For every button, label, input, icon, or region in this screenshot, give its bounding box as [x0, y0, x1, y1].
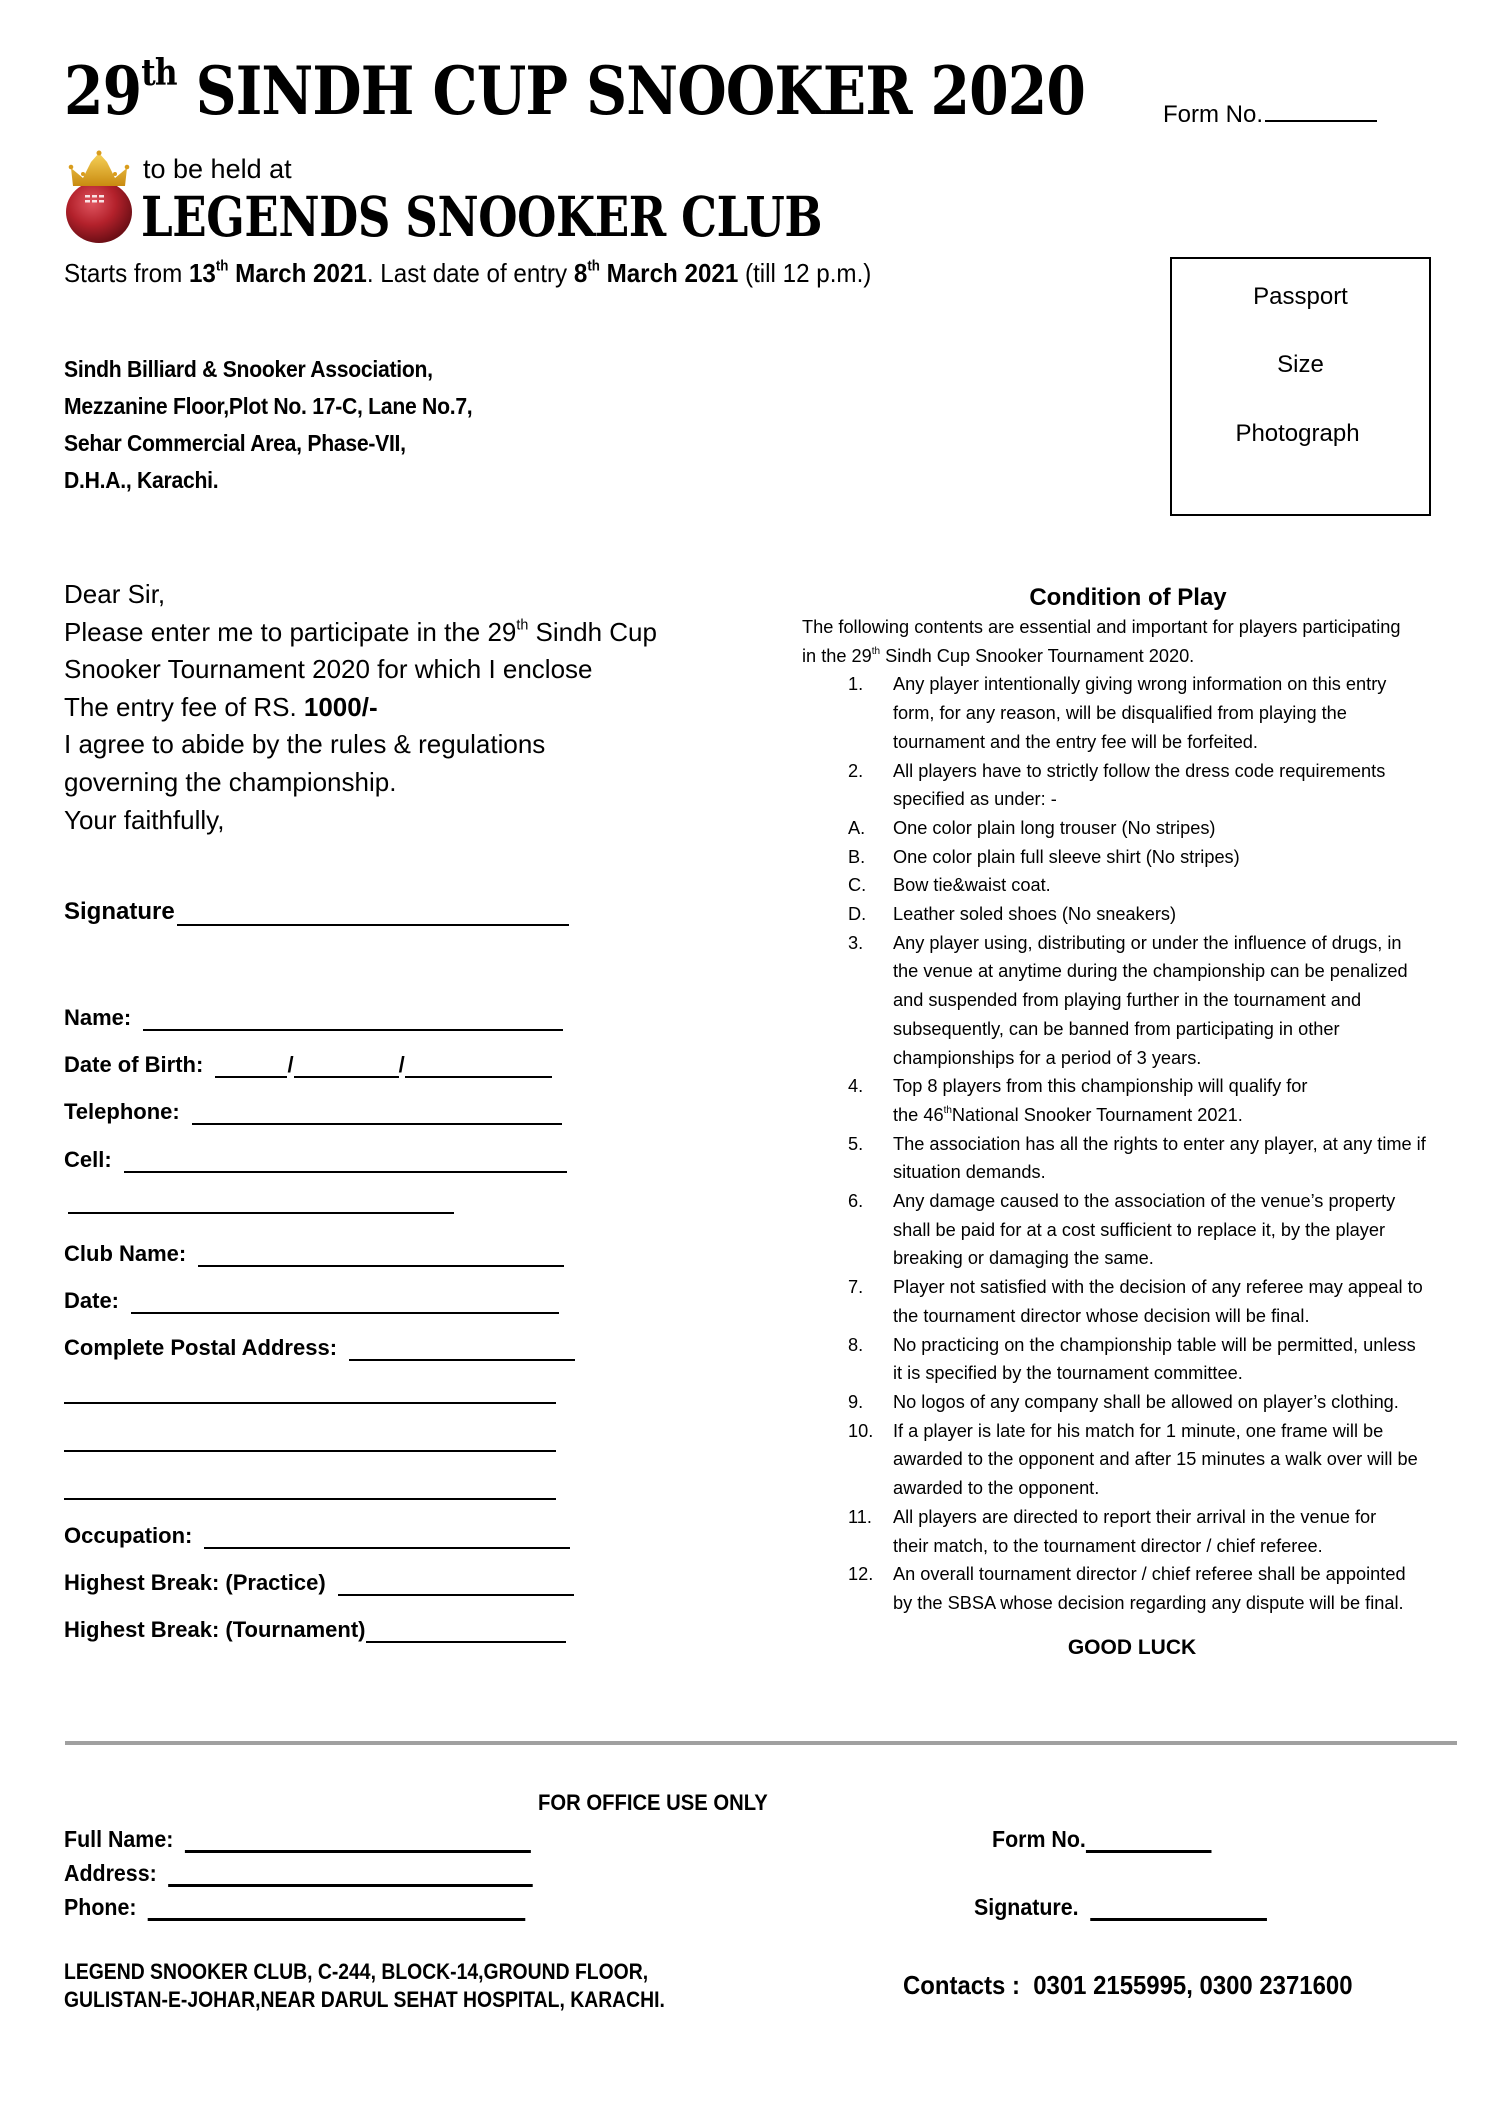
condition-text [893, 670, 1462, 756]
date-input-line[interactable] [131, 1290, 559, 1314]
cell-input-line[interactable] [124, 1149, 567, 1173]
date-label: Date: [64, 1288, 126, 1313]
letter-line: governing the championship. [64, 766, 397, 797]
condition-line: shall be paid for at a cost sufficient to replace it, by the player [893, 1219, 1386, 1240]
condition-line: their match, to the tournament director / chief referee. [893, 1535, 1323, 1556]
condition-line: Player not satisfied with the decision of any referee may appeal to [893, 1277, 1423, 1298]
page-title [64, 52, 1085, 130]
form-number-label: Form No. [1163, 101, 1264, 128]
condition-line: All players have to strictly follow the dress code requirements [893, 760, 1386, 781]
condition-line: Any damage caused to the association of the venue’s property [893, 1191, 1396, 1212]
condition-item [802, 1331, 1462, 1388]
condition-item [802, 1130, 1462, 1187]
held-at-text: to be held at [143, 154, 292, 184]
contact-numbers: Contacts : 0301 2155995, 0300 2371600 [903, 1970, 1353, 2000]
condition-item [802, 1072, 1462, 1129]
occupation-input-line[interactable] [204, 1525, 570, 1549]
office-form-number-label: Form No. [992, 1826, 1086, 1852]
association-address-line: D.H.A., Karachi. [64, 467, 219, 493]
condition-line: Top 8 players from this championship will qualify for [893, 1076, 1308, 1097]
club-address [64, 1958, 665, 2014]
condition-number: D. [848, 904, 867, 925]
photo-label-line1: Passport [1253, 283, 1348, 310]
office-signature-label: Signature. [974, 1894, 1085, 1920]
condition-item [802, 814, 1462, 843]
dob-label: Date of Birth: [64, 1052, 210, 1077]
intro-text: 29 [851, 645, 872, 666]
club-name-input-line[interactable] [198, 1243, 564, 1267]
application-letter [64, 576, 657, 839]
condition-line: No logos of any company shall be allowed on player’s clothing. [893, 1391, 1399, 1412]
occupation-field[interactable] [64, 1523, 570, 1549]
club-name-label: Club Name: [64, 1241, 193, 1266]
condition-line: breaking or damaging the same. [893, 1248, 1154, 1269]
condition-number: A. [848, 817, 866, 838]
good-luck-text: GOOD LUCK [1067, 1635, 1197, 1659]
condition-item [802, 929, 1462, 1073]
condition-text [893, 1560, 1462, 1617]
club-name-field[interactable] [64, 1241, 564, 1267]
condition-item [802, 670, 1462, 756]
condition-line: form, for any reason, will be disqualified from playing the [893, 703, 1347, 724]
office-form-number-field[interactable] [992, 1826, 1211, 1853]
date-field[interactable] [64, 1288, 559, 1314]
office-address-line[interactable] [168, 1862, 533, 1887]
condition-line: the tournament director whose decision will be final. [893, 1305, 1310, 1326]
start-day-ordinal: th [215, 258, 229, 275]
title-number: 29 [64, 52, 142, 130]
condition-line: specified as under: - [893, 789, 1057, 810]
letter-ordinal: th [516, 617, 529, 634]
office-signature-field[interactable] [974, 1894, 1267, 1921]
letter-line [64, 614, 657, 652]
condition-number: 6. [848, 1191, 864, 1212]
title-text: SINDH CUP SNOOKER 2020 [195, 52, 1086, 130]
condition-line: situation demands. [893, 1162, 1046, 1183]
letter-text: Sindh Cup [528, 616, 657, 647]
condition-text [893, 871, 1462, 900]
association-address-line: Sindh Billiard & Snooker Association, [64, 356, 433, 382]
office-full-name-field[interactable] [64, 1826, 531, 1853]
condition-number: 4. [848, 1076, 864, 1097]
office-form-number-line[interactable] [1086, 1828, 1212, 1853]
condition-number: 12. [848, 1564, 874, 1585]
condition-number: 11. [848, 1506, 872, 1527]
condition-item [802, 1560, 1462, 1617]
start-day: 13 [188, 258, 216, 288]
form-number-line[interactable] [1265, 96, 1377, 122]
conditions-of-play [802, 583, 1462, 1662]
postal-address-line-2[interactable] [64, 1402, 556, 1404]
cell-field[interactable] [64, 1147, 567, 1173]
condition-item [802, 1273, 1462, 1330]
dob-separator: / [287, 1052, 294, 1077]
condition-line: awarded to the opponent. [893, 1478, 1100, 1499]
condition-line: tournament and the entry fee will be forfeited. [893, 731, 1258, 752]
club-address-line: GULISTAN-E-JOHAR,NEAR DARUL SEHAT HOSPITAL, KARACHI. [64, 1987, 665, 2012]
office-signature-line[interactable] [1090, 1896, 1267, 1921]
office-address-label: Address: [64, 1860, 163, 1886]
dob-separator: / [398, 1052, 405, 1077]
signature-field[interactable] [64, 898, 569, 926]
condition-text [893, 1130, 1462, 1187]
conditions-intro [802, 642, 1462, 671]
venue-name: LEGENDS SNOOKER CLUB [141, 184, 823, 249]
condition-number: 2. [848, 760, 864, 781]
condition-text [893, 1187, 1462, 1273]
starts-prefix: Starts from [64, 258, 189, 288]
letter-text: Please enter me to participate in the [64, 616, 488, 647]
letter-line [64, 689, 657, 727]
start-month-year: March 2021 [228, 258, 367, 288]
highest-break-tournament-label: Highest Break: (Tournament) [64, 1617, 366, 1642]
condition-line: One color plain long trouser (No stripes) [893, 817, 1216, 838]
entry-time: (till 12 p.m.) [738, 258, 872, 288]
condition-number: 9. [848, 1391, 864, 1412]
condition-line: subsequently, can be banned from participating in other [893, 1018, 1340, 1039]
condition-line: it is specified by the tournament committee. [893, 1363, 1243, 1384]
condition-text [893, 1417, 1462, 1503]
condition-text [893, 1072, 1462, 1129]
club-address-line: LEGEND SNOOKER CLUB, C-244, BLOCK-14,GROUND FLOOR, [64, 1959, 649, 1984]
condition-line: awarded to the opponent and after 15 minutes a walk over will be [893, 1449, 1418, 1470]
office-address-field[interactable] [64, 1860, 533, 1887]
dob-day-line[interactable] [215, 1054, 287, 1078]
condition-number: 10. [848, 1420, 874, 1441]
condition-line: An overall tournament director / chief referee shall be appointed [893, 1564, 1406, 1585]
photo-label-line3: Photograph [1235, 420, 1360, 447]
condition-item [802, 757, 1462, 814]
entry-prefix: . Last date of entry [366, 258, 574, 288]
office-phone-label: Phone: [64, 1894, 143, 1920]
office-phone-field[interactable] [64, 1894, 526, 1921]
condition-line: One color plain full sleeve shirt (No stripes) [893, 846, 1240, 867]
condition-number: 5. [848, 1133, 864, 1154]
cell-label: Cell: [64, 1147, 118, 1172]
condition-number: B. [848, 846, 866, 867]
office-full-name-label: Full Name: [64, 1826, 180, 1852]
condition-item [802, 871, 1462, 900]
office-full-name-line[interactable] [185, 1828, 531, 1853]
condition-item [802, 843, 1462, 872]
cell-extra-line[interactable] [68, 1212, 454, 1214]
condition-number: 1. [848, 674, 864, 695]
conditions-list [802, 670, 1462, 1617]
condition-item [802, 900, 1462, 929]
condition-line: by the SBSA whose decision regarding any dispute will be final. [893, 1592, 1404, 1613]
condition-item [802, 1417, 1462, 1503]
signature-label: Signature [64, 898, 175, 925]
postal-address-field[interactable] [64, 1335, 575, 1361]
condition-text [893, 900, 1462, 929]
condition-line: and suspended from playing further in the tournament and [893, 990, 1362, 1011]
condition-line: Bow tie&waist coat. [893, 875, 1051, 896]
entry-day: 8 [573, 258, 588, 288]
ordinal: th [943, 1104, 952, 1116]
association-address-line: Sehar Commercial Area, Phase-VII, [64, 430, 406, 456]
condition-line: Leather soled shoes (No sneakers) [893, 904, 1177, 925]
condition-number: 3. [848, 932, 864, 953]
association-address-line: Mezzanine Floor,Plot No. 17-C, Lane No.7, [64, 393, 473, 419]
highest-break-tournament-input-line[interactable] [366, 1619, 566, 1643]
snooker-ball-crown-icon [63, 150, 137, 244]
postal-address-line-4[interactable] [64, 1498, 556, 1500]
highest-break-practice-input-line[interactable] [338, 1572, 574, 1596]
occupation-label: Occupation: [64, 1523, 199, 1548]
condition-line: the 46thNational Snooker Tournament 2021. [893, 1104, 1243, 1125]
condition-text [893, 814, 1462, 843]
condition-item [802, 1503, 1462, 1560]
section-divider [65, 1741, 1457, 1745]
entry-fee: 1000/- [303, 691, 378, 722]
condition-number: 8. [848, 1334, 864, 1355]
name-field[interactable] [64, 1005, 563, 1031]
dob-month-line[interactable] [294, 1054, 399, 1078]
highest-break-practice-field[interactable] [64, 1570, 574, 1596]
intro-ordinal: th [871, 645, 881, 657]
form-number-field[interactable] [1163, 96, 1377, 129]
name-input-line[interactable] [143, 1007, 563, 1031]
condition-line: Any player intentionally giving wrong information on this entry [893, 674, 1387, 695]
condition-text [893, 843, 1462, 872]
name-label: Name: [64, 1005, 138, 1030]
condition-line: No practicing on the championship table will be permitted, unless [893, 1334, 1416, 1355]
office-phone-line[interactable] [148, 1896, 526, 1921]
condition-line: The association has all the rights to enter any player, at any time if [893, 1133, 1426, 1154]
tournament-dates [64, 258, 871, 289]
highest-break-practice-label: Highest Break: (Practice) [64, 1570, 332, 1595]
telephone-label: Telephone: [64, 1099, 186, 1124]
postal-address-input-line[interactable] [349, 1337, 575, 1361]
postal-address-line-3[interactable] [64, 1450, 556, 1452]
condition-text [893, 929, 1462, 1073]
intro-text: Sindh Cup Snooker Tournament 2020. [880, 645, 1195, 666]
title-ordinal: th [141, 50, 177, 94]
conditions-intro: The following contents are essential and important for players participating [802, 617, 1401, 637]
condition-line: If a player is late for his match for 1 minute, one frame will be [893, 1420, 1384, 1441]
condition-text [893, 757, 1462, 814]
condition-line: championships for a period of 3 years. [893, 1047, 1202, 1068]
condition-item [802, 1388, 1462, 1417]
letter-salutation: Dear Sir, [64, 579, 166, 609]
condition-number: C. [848, 875, 867, 896]
condition-text [893, 1273, 1462, 1330]
signature-input-line[interactable] [177, 902, 569, 926]
letter-closing: Your faithfully, [64, 804, 225, 835]
condition-number: 7. [848, 1277, 864, 1298]
dob-year-line[interactable] [405, 1054, 552, 1078]
postal-address-label: Complete Postal Address: [64, 1335, 344, 1360]
photo-label-line2: Size [1277, 351, 1324, 378]
passport-photo-box[interactable] [1170, 257, 1431, 516]
entry-day-ordinal: th [587, 258, 600, 275]
letter-line: Snooker Tournament 2020 for which I enclose [64, 654, 593, 685]
telephone-input-line[interactable] [192, 1101, 562, 1125]
condition-line: Any player using, distributing or under the influence of drugs, in [893, 932, 1402, 953]
letter-line: I agree to abide by the rules & regulations [64, 729, 546, 760]
letter-text: The entry fee of RS. [64, 691, 304, 722]
letter-text: 29 [487, 616, 517, 647]
condition-text [893, 1503, 1462, 1560]
intro-text: in the [802, 645, 852, 666]
highest-break-tournament-field[interactable] [64, 1617, 566, 1643]
dob-field[interactable] [64, 1052, 552, 1078]
condition-text [893, 1331, 1462, 1388]
telephone-field[interactable] [64, 1099, 562, 1125]
office-use-title: FOR OFFICE USE ONLY [538, 1790, 768, 1815]
condition-text [893, 1388, 1462, 1417]
condition-item [802, 1187, 1462, 1273]
condition-line: All players are directed to report their arrival in the venue for [893, 1506, 1377, 1527]
condition-line: the venue at anytime during the championship can be penalized [893, 961, 1408, 982]
entry-month-year: March 2021 [599, 258, 739, 288]
conditions-title: Condition of Play [1029, 584, 1227, 611]
